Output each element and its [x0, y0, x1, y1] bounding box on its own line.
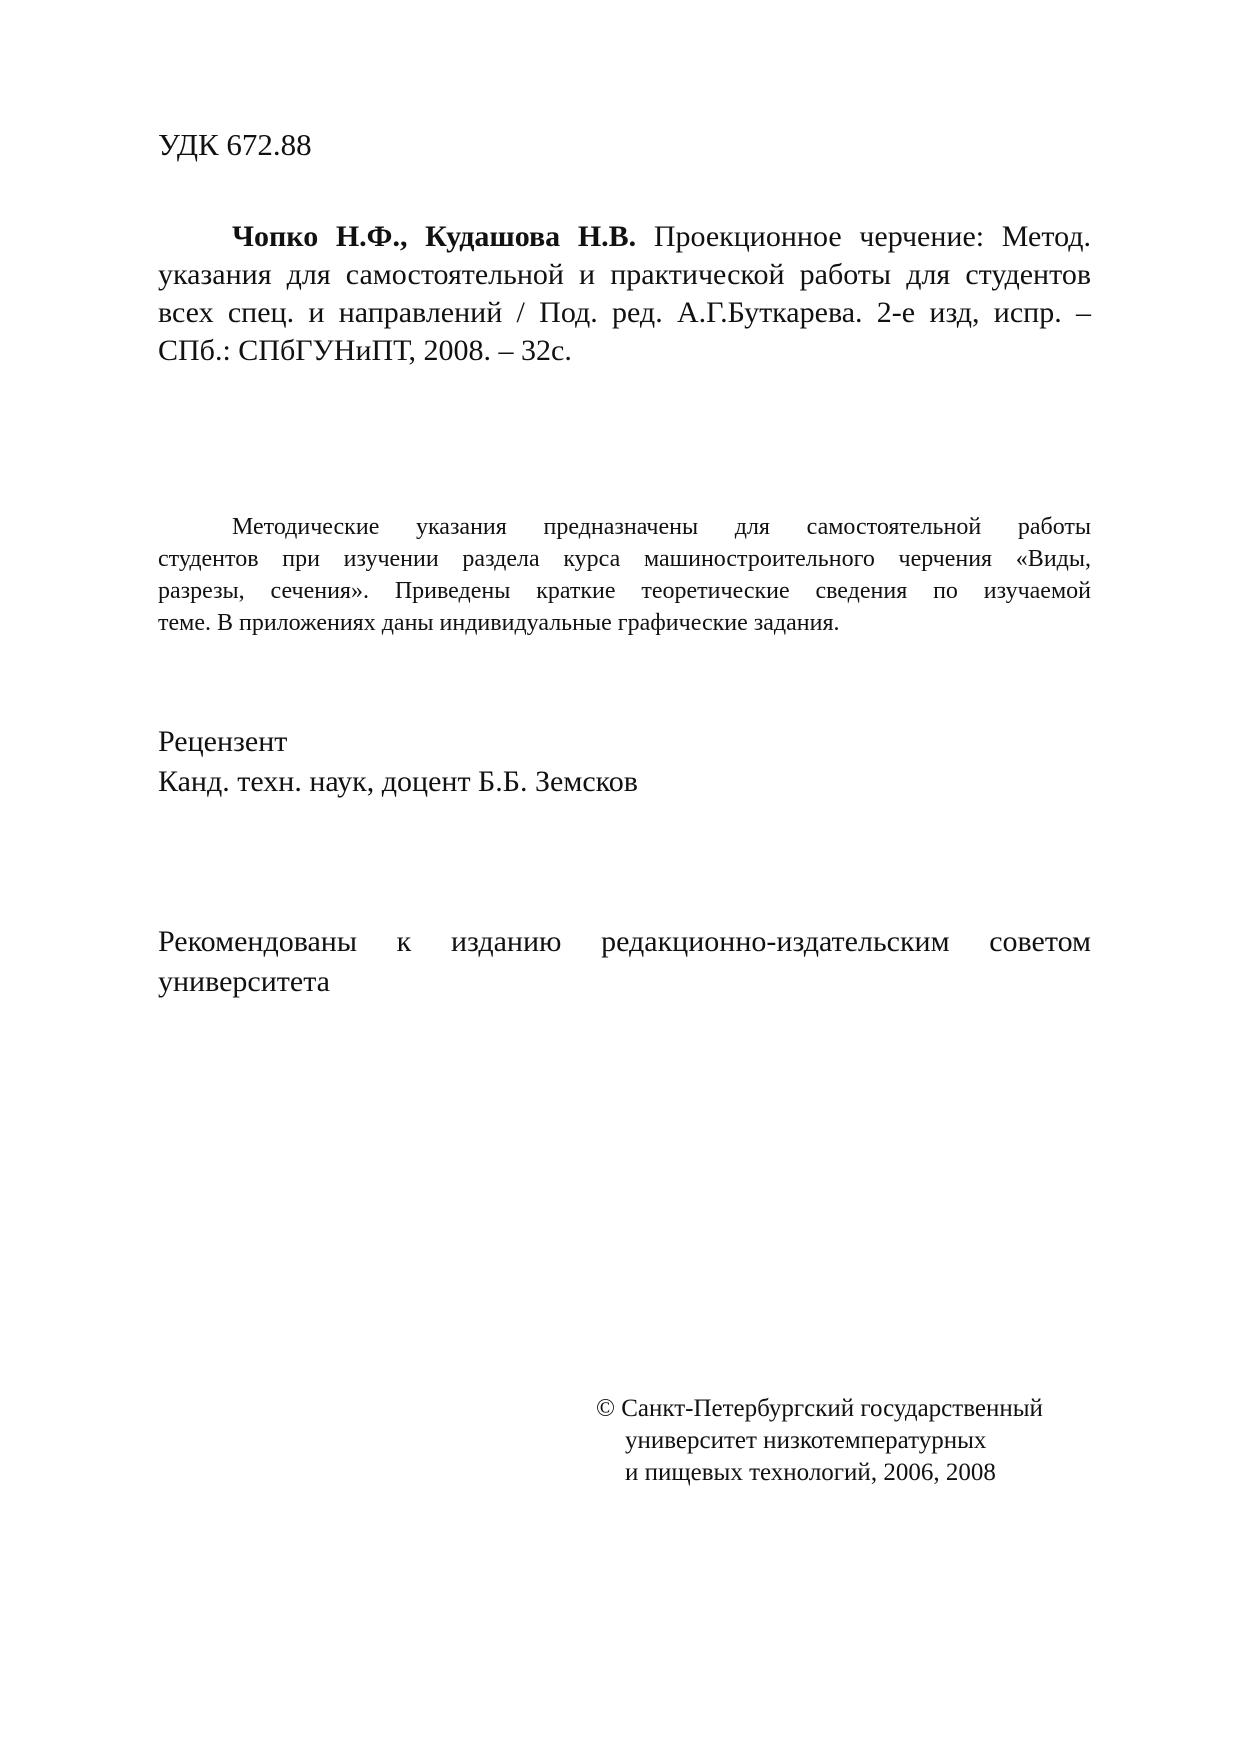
abstract — [158, 511, 1091, 639]
biblio-line-2: указания для самостоятельной и практической работы для студентов — [158, 258, 1091, 291]
biblio-line-1 — [158, 218, 1091, 256]
recommendation — [158, 922, 1091, 1002]
copyright-line-1: © Санкт-Петербургский государственный — [596, 1395, 1043, 1422]
abstract-line: студентов при изучении раздела курса машиностроительного черчения «Виды, — [158, 546, 1091, 572]
biblio-line-4: СПб.: СПбГУНиПТ, 2008. – 32с. — [158, 334, 572, 367]
abstract-line: Методические указания предназначены для самостоятельной работы — [232, 514, 1091, 540]
abstract-line: разрезы, сечения». Приведены краткие теоретические сведения по изучаемой — [158, 578, 1091, 604]
copyright-line-3: и пищевых технологий, 2006, 2008 — [625, 1459, 996, 1486]
udk-code: УДК 672.88 — [158, 127, 312, 162]
title-start: Проекционное черчение: Метод. — [636, 220, 1091, 253]
copyright-line-2: университет низкотемпературных — [625, 1427, 987, 1454]
reviewer-name: Канд. техн. наук, доцент Б.Б. Земсков — [158, 765, 638, 798]
bibliographic-record — [158, 218, 1091, 370]
reviewer-section — [158, 722, 638, 802]
abstract-line: теме. В приложениях даны индивидуальные графические задания. — [158, 610, 840, 636]
copyright-notice — [596, 1393, 1043, 1489]
recommendation-line-2: университета — [158, 965, 331, 998]
reviewer-label: Рецензент — [158, 725, 288, 758]
recommendation-line-1: Рекомендованы к изданию редакционно-издательским советом — [158, 925, 1091, 958]
biblio-line-3: всех спец. и направлений / Под. ред. А.Г.Буткарева. 2-е изд, испр. – — [158, 296, 1091, 329]
authors: Чопко Н.Ф., Кудашова Н.В. — [232, 220, 637, 253]
